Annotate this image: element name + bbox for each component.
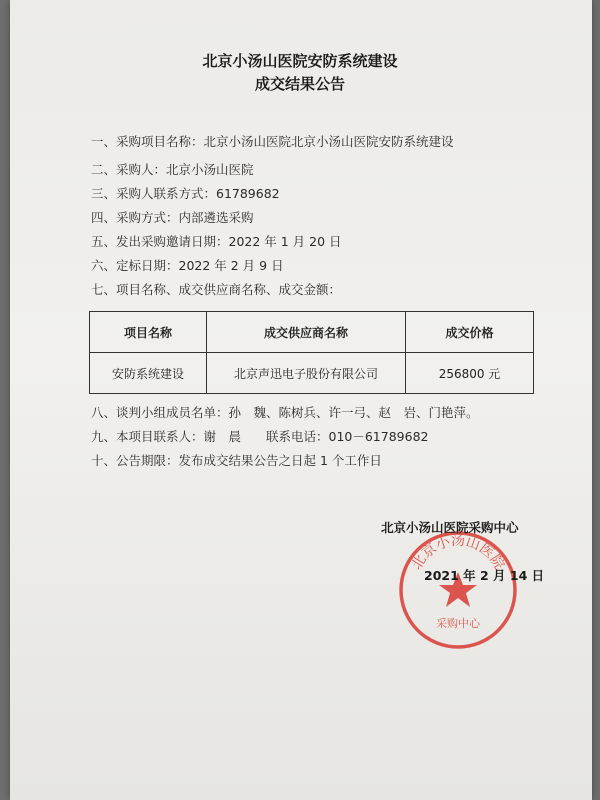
table-header: 项目名称 <box>90 312 207 353</box>
signature-date: 2021 年 2 月 14 日 <box>424 568 545 583</box>
signature-org: 北京小汤山医院采购中心 <box>381 520 519 535</box>
item-project-contact: 九、本项目联系人：谢 晨 联系电话：010－61789682 <box>91 429 429 444</box>
document-title: 北京小汤山医院安防系统建设 <box>202 52 398 70</box>
item-notice-period: 十、公告期限：发布成交结果公告之日起 1 个工作日 <box>91 453 382 468</box>
item-award-date: 六、定标日期：2022 年 2 月 9 日 <box>91 258 284 273</box>
table-header: 成交价格 <box>406 312 534 353</box>
seal-bottom-text: 采购中心 <box>436 617 480 630</box>
seal-arc-text: 北京小汤山医院 <box>408 533 508 573</box>
document-subtitle: 成交结果公告 <box>254 75 345 93</box>
item-contact: 三、采购人联系方式：61789682 <box>91 186 280 201</box>
table-cell: 安防系统建设 <box>90 353 207 394</box>
table-cell: 北京声迅电子股份有限公司 <box>207 353 406 394</box>
item-panel-members: 八、谈判小组成员名单：孙 魏、陈树兵、许一弓、赵 岩、门艳萍。 <box>91 405 479 420</box>
item-project-name: 一、采购项目名称：北京小汤山医院北京小汤山医院安防系统建设 <box>91 134 454 149</box>
table-header-row <box>90 312 534 353</box>
item-method: 四、采购方式：内部遴选采购 <box>91 210 254 225</box>
table-row <box>90 353 534 394</box>
item-purchaser: 二、采购人：北京小汤山医院 <box>91 162 254 177</box>
document-page <box>10 0 592 800</box>
official-seal <box>396 528 520 652</box>
item-invite-date: 五、发出采购邀请日期：2022 年 1 月 20 日 <box>91 234 342 249</box>
item-result-heading: 七、项目名称、成交供应商名称、成交金额： <box>91 282 342 297</box>
table-header: 成交供应商名称 <box>207 312 406 353</box>
result-table <box>89 311 534 394</box>
table-cell: 256800 元 <box>406 353 534 394</box>
